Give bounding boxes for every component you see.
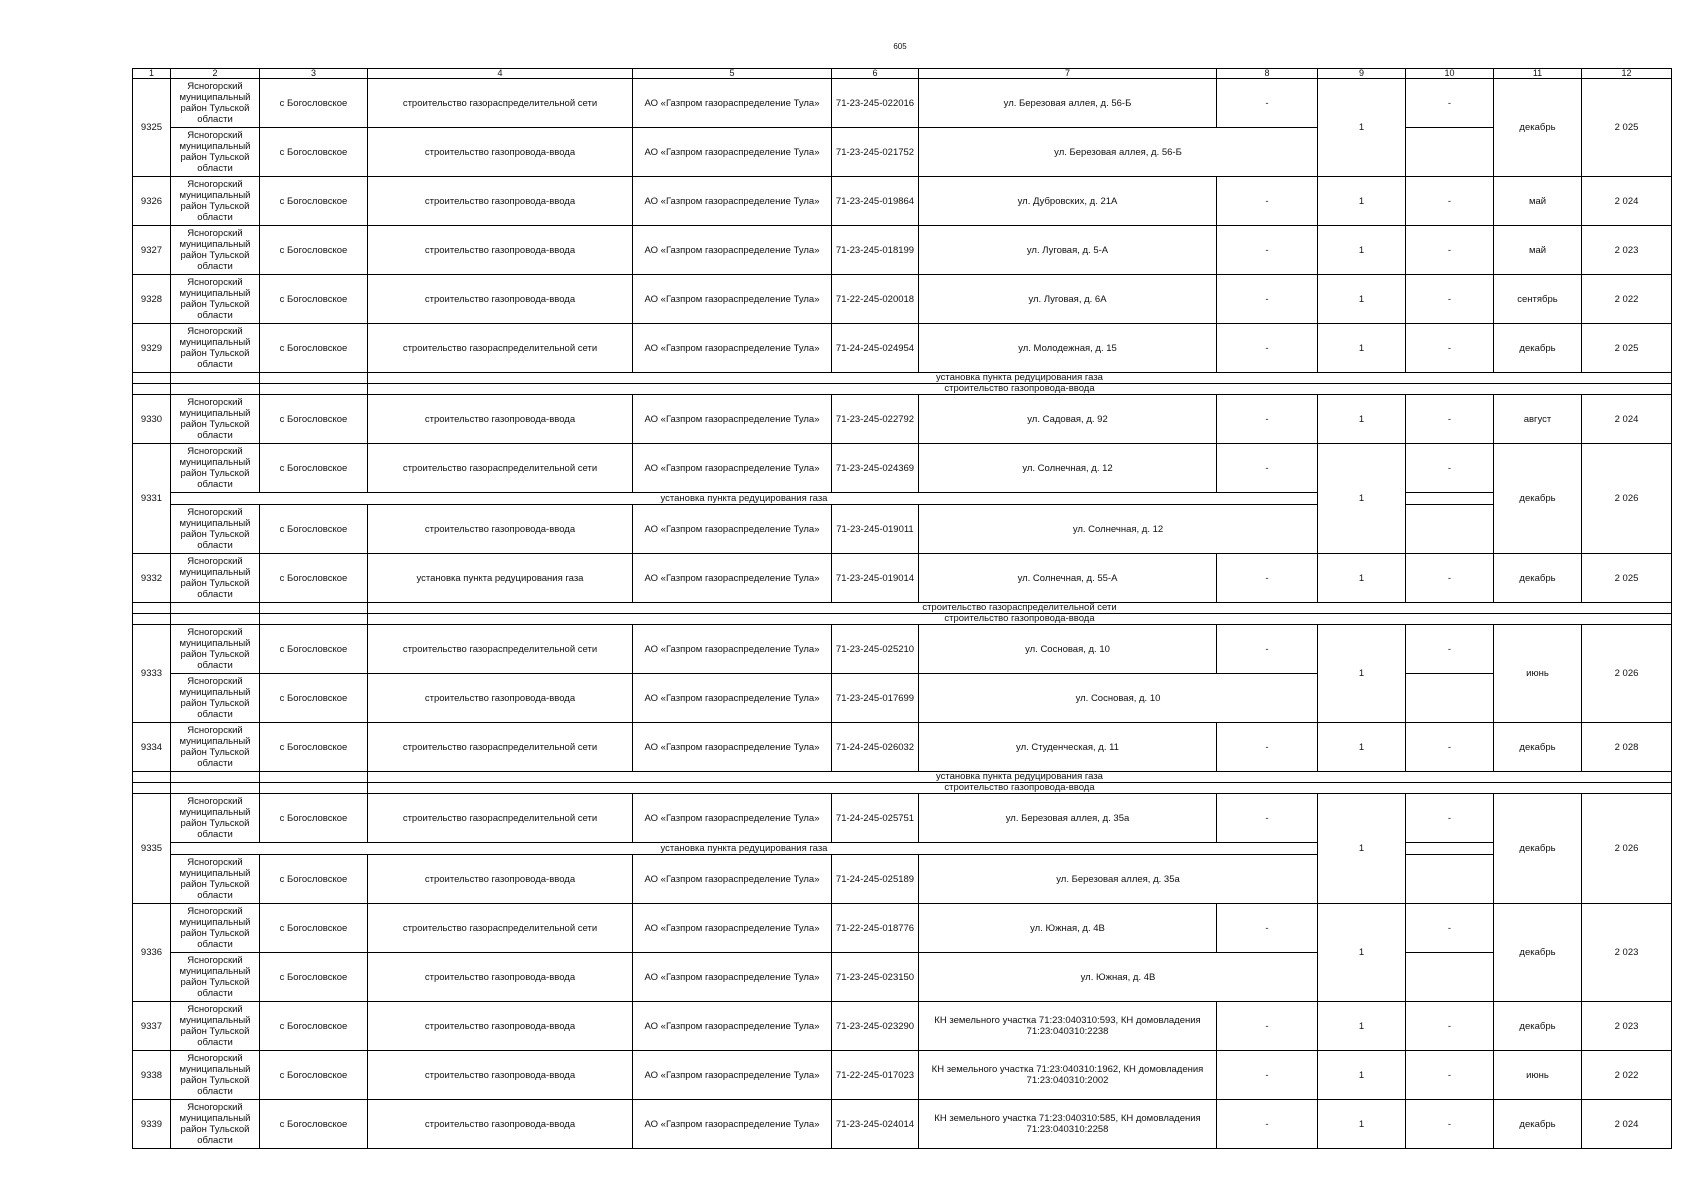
empty-cell: [171, 772, 260, 783]
address-cell: ул. Березовая аллея, д. 35а: [919, 855, 1318, 904]
settlement-cell: с Богословское: [260, 904, 368, 953]
settlement-cell: с Богословское: [260, 625, 368, 674]
year-cell: 2 022: [1582, 275, 1672, 324]
table-row: [133, 275, 1672, 324]
table-row: [133, 953, 1672, 1002]
address-cell: ул. Сосновая, д. 10: [919, 625, 1217, 674]
col10-cell: -: [1406, 395, 1494, 444]
col9-cell: 1: [1318, 554, 1406, 603]
col10-cell: -: [1406, 177, 1494, 226]
address-cell: КН земельного участка 71:23:040310:593, КН домовладения 71:23:040310:2238: [919, 1002, 1217, 1051]
col8-cell: -: [1217, 794, 1318, 843]
col10-cell: -: [1406, 444, 1494, 493]
year-cell: 2 023: [1582, 1002, 1672, 1051]
month-cell: июнь: [1494, 625, 1582, 723]
address-cell: ул. Южная, д. 4В: [919, 904, 1217, 953]
table-row: [133, 79, 1672, 128]
region-cell: Ясногорский муниципальный район Тульской области: [171, 177, 260, 226]
row-number: 9333: [133, 625, 171, 723]
table-row: [133, 444, 1672, 493]
col10-cell: [1406, 855, 1494, 904]
month-cell: декабрь: [1494, 324, 1582, 373]
year-cell: 2 026: [1582, 625, 1672, 723]
year-cell: 2 024: [1582, 177, 1672, 226]
col9-cell: 1: [1318, 625, 1406, 723]
address-cell: ул. Дубровских, д. 21А: [919, 177, 1217, 226]
note-cell: строительство газопровода-ввода: [368, 614, 1672, 625]
gasification-table: [132, 68, 1672, 1149]
work-type-cell: строительство газопровода-ввода: [368, 1100, 633, 1149]
col8-cell: -: [1217, 1100, 1318, 1149]
work-type-cell: строительство газораспределительной сети: [368, 723, 633, 772]
row-number: 9330: [133, 395, 171, 444]
row-number: 9335: [133, 794, 171, 904]
settlement-cell: с Богословское: [260, 444, 368, 493]
month-cell: декабрь: [1494, 794, 1582, 904]
year-cell: 2 025: [1582, 554, 1672, 603]
settlement-cell: с Богословское: [260, 128, 368, 177]
organization-cell: АО «Газпром газораспределение Тула»: [633, 625, 832, 674]
work-type-cell: строительство газопровода-ввода: [368, 395, 633, 444]
region-cell: Ясногорский муниципальный район Тульской области: [171, 1002, 260, 1051]
organization-cell: АО «Газпром газораспределение Тула»: [633, 904, 832, 953]
organization-cell: АО «Газпром газораспределение Тула»: [633, 177, 832, 226]
row-number: 9336: [133, 904, 171, 1002]
column-header: 7: [919, 69, 1217, 79]
region-cell: Ясногорский муниципальный район Тульской области: [171, 625, 260, 674]
table-row: [133, 324, 1672, 373]
object-code-cell: 71-23-245-024014: [832, 1100, 919, 1149]
row-number: 9331: [133, 444, 171, 554]
object-code-cell: 71-24-245-025189: [832, 855, 919, 904]
work-type-cell: строительство газораспределительной сети: [368, 444, 633, 493]
empty-cell: [133, 384, 171, 395]
row-number: 9337: [133, 1002, 171, 1051]
object-code-cell: 71-23-245-018199: [832, 226, 919, 275]
object-code-cell: 71-24-245-025751: [832, 794, 919, 843]
address-cell: КН земельного участка 71:23:040310:585, КН домовладения 71:23:040310:2258: [919, 1100, 1217, 1149]
column-header: 5: [633, 69, 832, 79]
work-type-cell: строительство газопровода-ввода: [368, 128, 633, 177]
note-cell: строительство газораспределительной сети: [368, 603, 1672, 614]
region-cell: Ясногорский муниципальный район Тульской области: [171, 723, 260, 772]
month-cell: декабрь: [1494, 554, 1582, 603]
empty-cell: [260, 603, 368, 614]
page-number: 605: [893, 42, 907, 51]
empty-cell: [171, 783, 260, 794]
address-cell: ул. Березовая аллея, д. 56-Б: [919, 128, 1318, 177]
organization-cell: АО «Газпром газораспределение Тула»: [633, 395, 832, 444]
col9-cell: 1: [1318, 904, 1406, 1002]
row-number: 9332: [133, 554, 171, 603]
col8-cell: -: [1217, 554, 1318, 603]
work-type-cell: строительство газопровода-ввода: [368, 1002, 633, 1051]
month-cell: май: [1494, 226, 1582, 275]
col10-cell: -: [1406, 554, 1494, 603]
col9-cell: 1: [1318, 177, 1406, 226]
object-code-cell: 71-23-245-023290: [832, 1002, 919, 1051]
table-row: [133, 904, 1672, 953]
month-cell: декабрь: [1494, 1002, 1582, 1051]
note-cell: установка пункта редуцирования газа: [368, 373, 1672, 384]
col9-cell: 1: [1318, 275, 1406, 324]
col9-cell: 1: [1318, 1002, 1406, 1051]
settlement-cell: с Богословское: [260, 855, 368, 904]
col8-cell: -: [1217, 324, 1318, 373]
table-row: [133, 674, 1672, 723]
col8-cell: -: [1217, 1051, 1318, 1100]
settlement-cell: с Богословское: [260, 953, 368, 1002]
empty-cell: [133, 772, 171, 783]
col9-cell: 1: [1318, 794, 1406, 904]
col10-cell: -: [1406, 275, 1494, 324]
note-cell: строительство газопровода-ввода: [368, 384, 1672, 395]
column-header: 4: [368, 69, 633, 79]
organization-cell: АО «Газпром газораспределение Тула»: [633, 953, 832, 1002]
table-row: [133, 505, 1672, 554]
col10-cell: -: [1406, 324, 1494, 373]
empty-cell: [133, 373, 171, 384]
note-row: [133, 373, 1672, 384]
organization-cell: АО «Газпром газораспределение Тула»: [633, 1051, 832, 1100]
col10-cell: -: [1406, 79, 1494, 128]
address-cell: ул. Луговая, д. 6А: [919, 275, 1217, 324]
month-cell: декабрь: [1494, 79, 1582, 177]
object-code-cell: 71-23-245-019011: [832, 505, 919, 554]
settlement-cell: с Богословское: [260, 794, 368, 843]
col8-cell: -: [1217, 625, 1318, 674]
table-row: [133, 1100, 1672, 1149]
table-row: [133, 128, 1672, 177]
work-type-cell: строительство газораспределительной сети: [368, 625, 633, 674]
column-header: 2: [171, 69, 260, 79]
empty-cell: [133, 614, 171, 625]
empty-cell: [171, 603, 260, 614]
organization-cell: АО «Газпром газораспределение Тула»: [633, 505, 832, 554]
row-number: 9328: [133, 275, 171, 324]
year-cell: 2 024: [1582, 395, 1672, 444]
row-number: 9338: [133, 1051, 171, 1100]
object-code-cell: 71-23-245-025210: [832, 625, 919, 674]
settlement-cell: с Богословское: [260, 275, 368, 324]
note-row: [133, 493, 1672, 505]
address-cell: ул. Студенческая, д. 11: [919, 723, 1217, 772]
empty-cell: [260, 384, 368, 395]
col10-cell: -: [1406, 1002, 1494, 1051]
col9-cell: 1: [1318, 395, 1406, 444]
month-cell: декабрь: [1494, 1100, 1582, 1149]
note-cell: установка пункта редуцирования газа: [171, 493, 1318, 505]
work-type-cell: строительство газораспределительной сети: [368, 324, 633, 373]
col10-cell: [1406, 128, 1494, 177]
col9-cell: 1: [1318, 1051, 1406, 1100]
column-header: 9: [1318, 69, 1406, 79]
year-cell: 2 023: [1582, 904, 1672, 1002]
column-header: 10: [1406, 69, 1494, 79]
month-cell: сентябрь: [1494, 275, 1582, 324]
organization-cell: АО «Газпром газораспределение Тула»: [633, 674, 832, 723]
object-code-cell: 71-23-245-023150: [832, 953, 919, 1002]
col10-cell: [1406, 843, 1494, 855]
work-type-cell: строительство газопровода-ввода: [368, 1051, 633, 1100]
column-header: 6: [832, 69, 919, 79]
object-code-cell: 71-23-245-024369: [832, 444, 919, 493]
settlement-cell: с Богословское: [260, 1100, 368, 1149]
settlement-cell: с Богословское: [260, 505, 368, 554]
work-type-cell: строительство газопровода-ввода: [368, 953, 633, 1002]
table-row: [133, 855, 1672, 904]
table-row: [133, 1051, 1672, 1100]
work-type-cell: строительство газопровода-ввода: [368, 226, 633, 275]
region-cell: Ясногорский муниципальный район Тульской области: [171, 128, 260, 177]
note-row: [133, 843, 1672, 855]
work-type-cell: строительство газораспределительной сети: [368, 794, 633, 843]
note-row: [133, 783, 1672, 794]
col10-cell: -: [1406, 794, 1494, 843]
empty-cell: [260, 373, 368, 384]
region-cell: Ясногорский муниципальный район Тульской области: [171, 79, 260, 128]
organization-cell: АО «Газпром газораспределение Тула»: [633, 226, 832, 275]
col8-cell: -: [1217, 444, 1318, 493]
table-row: [133, 226, 1672, 275]
object-code-cell: 71-23-245-019864: [832, 177, 919, 226]
region-cell: Ясногорский муниципальный район Тульской области: [171, 1051, 260, 1100]
settlement-cell: с Богословское: [260, 1002, 368, 1051]
region-cell: Ясногорский муниципальный район Тульской области: [171, 1100, 260, 1149]
note-row: [133, 603, 1672, 614]
address-cell: ул. Березовая аллея, д. 56-Б: [919, 79, 1217, 128]
work-type-cell: строительство газораспределительной сети: [368, 904, 633, 953]
col9-cell: 1: [1318, 723, 1406, 772]
region-cell: Ясногорский муниципальный район Тульской области: [171, 395, 260, 444]
year-cell: 2 023: [1582, 226, 1672, 275]
col8-cell: -: [1217, 275, 1318, 324]
region-cell: Ясногорский муниципальный район Тульской области: [171, 505, 260, 554]
settlement-cell: с Богословское: [260, 395, 368, 444]
note-row: [133, 614, 1672, 625]
settlement-cell: с Богословское: [260, 177, 368, 226]
organization-cell: АО «Газпром газораспределение Тула»: [633, 79, 832, 128]
address-cell: ул. Солнечная, д. 12: [919, 444, 1217, 493]
col10-cell: -: [1406, 904, 1494, 953]
work-type-cell: строительство газопровода-ввода: [368, 855, 633, 904]
object-code-cell: 71-23-245-022792: [832, 395, 919, 444]
row-number: 9334: [133, 723, 171, 772]
region-cell: Ясногорский муниципальный район Тульской области: [171, 324, 260, 373]
month-cell: декабрь: [1494, 723, 1582, 772]
table-row: [133, 395, 1672, 444]
object-code-cell: 71-24-245-024954: [832, 324, 919, 373]
empty-cell: [133, 603, 171, 614]
row-number: 9325: [133, 79, 171, 177]
row-number: 9339: [133, 1100, 171, 1149]
region-cell: Ясногорский муниципальный район Тульской области: [171, 275, 260, 324]
region-cell: Ясногорский муниципальный район Тульской области: [171, 794, 260, 843]
region-cell: Ясногорский муниципальный район Тульской области: [171, 554, 260, 603]
table-row: [133, 625, 1672, 674]
month-cell: июнь: [1494, 1051, 1582, 1100]
settlement-cell: с Богословское: [260, 79, 368, 128]
region-cell: Ясногорский муниципальный район Тульской области: [171, 953, 260, 1002]
empty-cell: [171, 384, 260, 395]
organization-cell: АО «Газпром газораспределение Тула»: [633, 1100, 832, 1149]
organization-cell: АО «Газпром газораспределение Тула»: [633, 794, 832, 843]
address-cell: ул. Молодежная, д. 15: [919, 324, 1217, 373]
address-cell: ул. Сосновая, д. 10: [919, 674, 1318, 723]
col10-cell: [1406, 493, 1494, 505]
note-cell: установка пункта редуцирования газа: [171, 843, 1318, 855]
table-row: [133, 554, 1672, 603]
table-row: [133, 794, 1672, 843]
col9-cell: 1: [1318, 324, 1406, 373]
note-cell: установка пункта редуцирования газа: [368, 772, 1672, 783]
col10-cell: -: [1406, 226, 1494, 275]
region-cell: Ясногорский муниципальный район Тульской области: [171, 855, 260, 904]
work-type-cell: строительство газопровода-ввода: [368, 674, 633, 723]
organization-cell: АО «Газпром газораспределение Тула»: [633, 275, 832, 324]
settlement-cell: с Богословское: [260, 324, 368, 373]
year-cell: 2 028: [1582, 723, 1672, 772]
col8-cell: -: [1217, 723, 1318, 772]
col9-cell: 1: [1318, 226, 1406, 275]
row-number: 9326: [133, 177, 171, 226]
region-cell: Ясногорский муниципальный район Тульской области: [171, 904, 260, 953]
year-cell: 2 022: [1582, 1051, 1672, 1100]
note-row: [133, 772, 1672, 783]
empty-cell: [171, 373, 260, 384]
organization-cell: АО «Газпром газораспределение Тула»: [633, 855, 832, 904]
month-cell: май: [1494, 177, 1582, 226]
year-cell: 2 024: [1582, 1100, 1672, 1149]
col10-cell: -: [1406, 1051, 1494, 1100]
column-header: 1: [133, 69, 171, 79]
note-cell: строительство газопровода-ввода: [368, 783, 1672, 794]
empty-cell: [260, 614, 368, 625]
col8-cell: -: [1217, 1002, 1318, 1051]
address-cell: ул. Садовая, д. 92: [919, 395, 1217, 444]
settlement-cell: с Богословское: [260, 1051, 368, 1100]
year-cell: 2 025: [1582, 79, 1672, 177]
col8-cell: -: [1217, 904, 1318, 953]
settlement-cell: с Богословское: [260, 723, 368, 772]
settlement-cell: с Богословское: [260, 674, 368, 723]
object-code-cell: 71-22-245-020018: [832, 275, 919, 324]
organization-cell: АО «Газпром газораспределение Тула»: [633, 444, 832, 493]
object-code-cell: 71-23-245-021752: [832, 128, 919, 177]
object-code-cell: 71-22-245-017023: [832, 1051, 919, 1100]
empty-cell: [133, 783, 171, 794]
col8-cell: -: [1217, 226, 1318, 275]
year-cell: 2 025: [1582, 324, 1672, 373]
region-cell: Ясногорский муниципальный район Тульской области: [171, 444, 260, 493]
empty-cell: [260, 772, 368, 783]
note-row: [133, 384, 1672, 395]
row-number: 9329: [133, 324, 171, 373]
object-code-cell: 71-23-245-022016: [832, 79, 919, 128]
col10-cell: -: [1406, 723, 1494, 772]
work-type-cell: строительство газопровода-ввода: [368, 505, 633, 554]
object-code-cell: 71-22-245-018776: [832, 904, 919, 953]
address-cell: ул. Луговая, д. 5-А: [919, 226, 1217, 275]
col9-cell: 1: [1318, 1100, 1406, 1149]
organization-cell: АО «Газпром газораспределение Тула»: [633, 723, 832, 772]
settlement-cell: с Богословское: [260, 554, 368, 603]
address-cell: ул. Солнечная, д. 55-А: [919, 554, 1217, 603]
month-cell: декабрь: [1494, 444, 1582, 554]
organization-cell: АО «Газпром газораспределение Тула»: [633, 1002, 832, 1051]
table-row: [133, 177, 1672, 226]
col8-cell: -: [1217, 395, 1318, 444]
address-cell: КН земельного участка 71:23:040310:1962, КН домовладения 71:23:040310:2002: [919, 1051, 1217, 1100]
col10-cell: -: [1406, 625, 1494, 674]
col8-cell: -: [1217, 79, 1318, 128]
column-header: 12: [1582, 69, 1672, 79]
address-cell: ул. Березовая аллея, д. 35а: [919, 794, 1217, 843]
col10-cell: -: [1406, 1100, 1494, 1149]
month-cell: декабрь: [1494, 904, 1582, 1002]
col10-cell: [1406, 674, 1494, 723]
table-row: [133, 1002, 1672, 1051]
work-type-cell: установка пункта редуцирования газа: [368, 554, 633, 603]
col9-cell: 1: [1318, 79, 1406, 177]
col8-cell: -: [1217, 177, 1318, 226]
column-header: 11: [1494, 69, 1582, 79]
row-number: 9327: [133, 226, 171, 275]
column-header: 3: [260, 69, 368, 79]
organization-cell: АО «Газпром газораспределение Тула»: [633, 554, 832, 603]
month-cell: август: [1494, 395, 1582, 444]
address-cell: ул. Солнечная, д. 12: [919, 505, 1318, 554]
work-type-cell: строительство газопровода-ввода: [368, 177, 633, 226]
table-row: [133, 723, 1672, 772]
col10-cell: [1406, 505, 1494, 554]
settlement-cell: с Богословское: [260, 226, 368, 275]
column-header: 8: [1217, 69, 1318, 79]
empty-cell: [171, 614, 260, 625]
work-type-cell: строительство газопровода-ввода: [368, 275, 633, 324]
organization-cell: АО «Газпром газораспределение Тула»: [633, 128, 832, 177]
region-cell: Ясногорский муниципальный район Тульской области: [171, 674, 260, 723]
organization-cell: АО «Газпром газораспределение Тула»: [633, 324, 832, 373]
object-code-cell: 71-24-245-026032: [832, 723, 919, 772]
col10-cell: [1406, 953, 1494, 1002]
address-cell: ул. Южная, д. 4В: [919, 953, 1318, 1002]
year-cell: 2 026: [1582, 444, 1672, 554]
col9-cell: 1: [1318, 444, 1406, 554]
object-code-cell: 71-23-245-017699: [832, 674, 919, 723]
region-cell: Ясногорский муниципальный район Тульской области: [171, 226, 260, 275]
object-code-cell: 71-23-245-019014: [832, 554, 919, 603]
header-row: [133, 69, 1672, 79]
work-type-cell: строительство газораспределительной сети: [368, 79, 633, 128]
year-cell: 2 026: [1582, 794, 1672, 904]
empty-cell: [260, 783, 368, 794]
